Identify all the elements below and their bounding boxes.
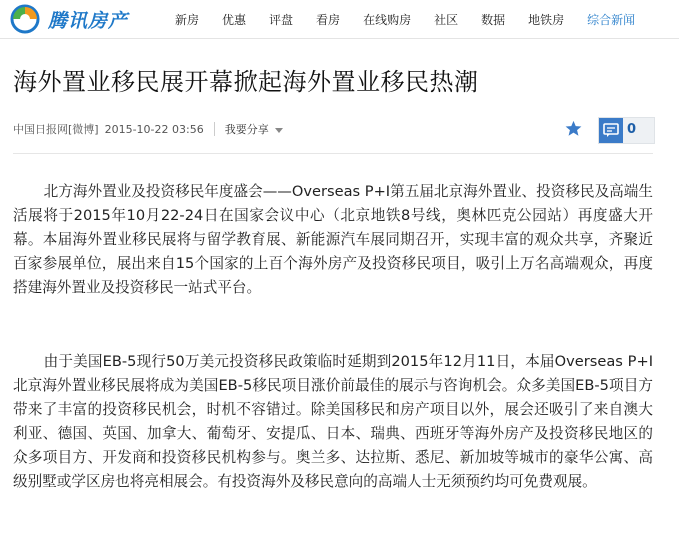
share-label: 我要分享 (224, 123, 269, 136)
chevron-down-icon (275, 128, 283, 133)
nav-item-deals[interactable]: 优惠 (222, 12, 247, 27)
nav-item-metro-homes[interactable]: 地铁房 (528, 12, 565, 27)
article-datetime: 2015-10-22 03:56 (104, 122, 204, 136)
qq-logo-icon (10, 4, 40, 34)
comment-icon (599, 118, 623, 143)
brand-name: 腾讯房产 (48, 9, 129, 32)
nav-item-news[interactable]: 综合新闻 (587, 12, 636, 27)
comment-button[interactable] (598, 117, 655, 144)
nav-item-community[interactable]: 社区 (434, 12, 459, 27)
article-paragraph: 北方海外置业及投资移民年度盛会——Overseas P+I第五届北京海外置业、投资移民及高端生活展将于2015年10月22-24日在国家会议中心（北京地铁8号线，奥林匹克公园站）再度盛大开幕。本届海外置业移民展将与留学教育展、新能源汽车展同期召开，实现丰富的观众共享，齐聚近百家参展单位，展出来自15个国家的上百个海外房产及投资移民项目，吸引上万名高端观众，再度搭建海外置业及投资移民一站式平台。 (13, 183, 653, 296)
site-logo[interactable] (10, 4, 128, 34)
article-title: 海外置业移民展开幕掀起海外置业移民热潮 (13, 68, 479, 96)
article-source[interactable]: 中国日报网[微博] (13, 123, 99, 136)
main-nav (175, 0, 635, 38)
top-navigation-bar (0, 0, 679, 39)
nav-item-data[interactable]: 数据 (481, 12, 506, 27)
share-button[interactable] (225, 121, 283, 137)
header-divider (13, 153, 653, 154)
nav-item-new-homes[interactable]: 新房 (175, 12, 200, 27)
article-paragraph: 由于美国EB-5现行50万美元投资移民政策临时延期到2015年12月11日，本届Overseas P+I北京海外置业移民展将成为美国EB-5移民项目涨价前最佳的展示与咨询机会。众多美国EB-5项目方带来了丰富的投资移民机会，时机不容错过。除美国移民和房产项目以外，展会还吸引了来自澳大利亚、德国、英国、加拿大、葡萄牙、安提瓜、日本、瑞典、西班牙等海外房产及投资移民地区的众多项目方、开发商和投资移民机构参与。奥兰多、达拉斯、悉尼、新加坡等城市的豪华公寓、高级别墅或学区房也将亮相展会。有投资海外及移民意向的高端人士无须预约均可免费观展。 (13, 353, 653, 490)
comment-count: 0 (627, 122, 637, 137)
nav-item-reviews[interactable]: 评盘 (269, 12, 294, 27)
nav-item-viewing[interactable]: 看房 (316, 12, 341, 27)
meta-divider (214, 122, 215, 136)
star-icon[interactable] (565, 120, 582, 137)
nav-item-online-purchase[interactable]: 在线购房 (363, 12, 412, 27)
article-meta (13, 121, 283, 137)
